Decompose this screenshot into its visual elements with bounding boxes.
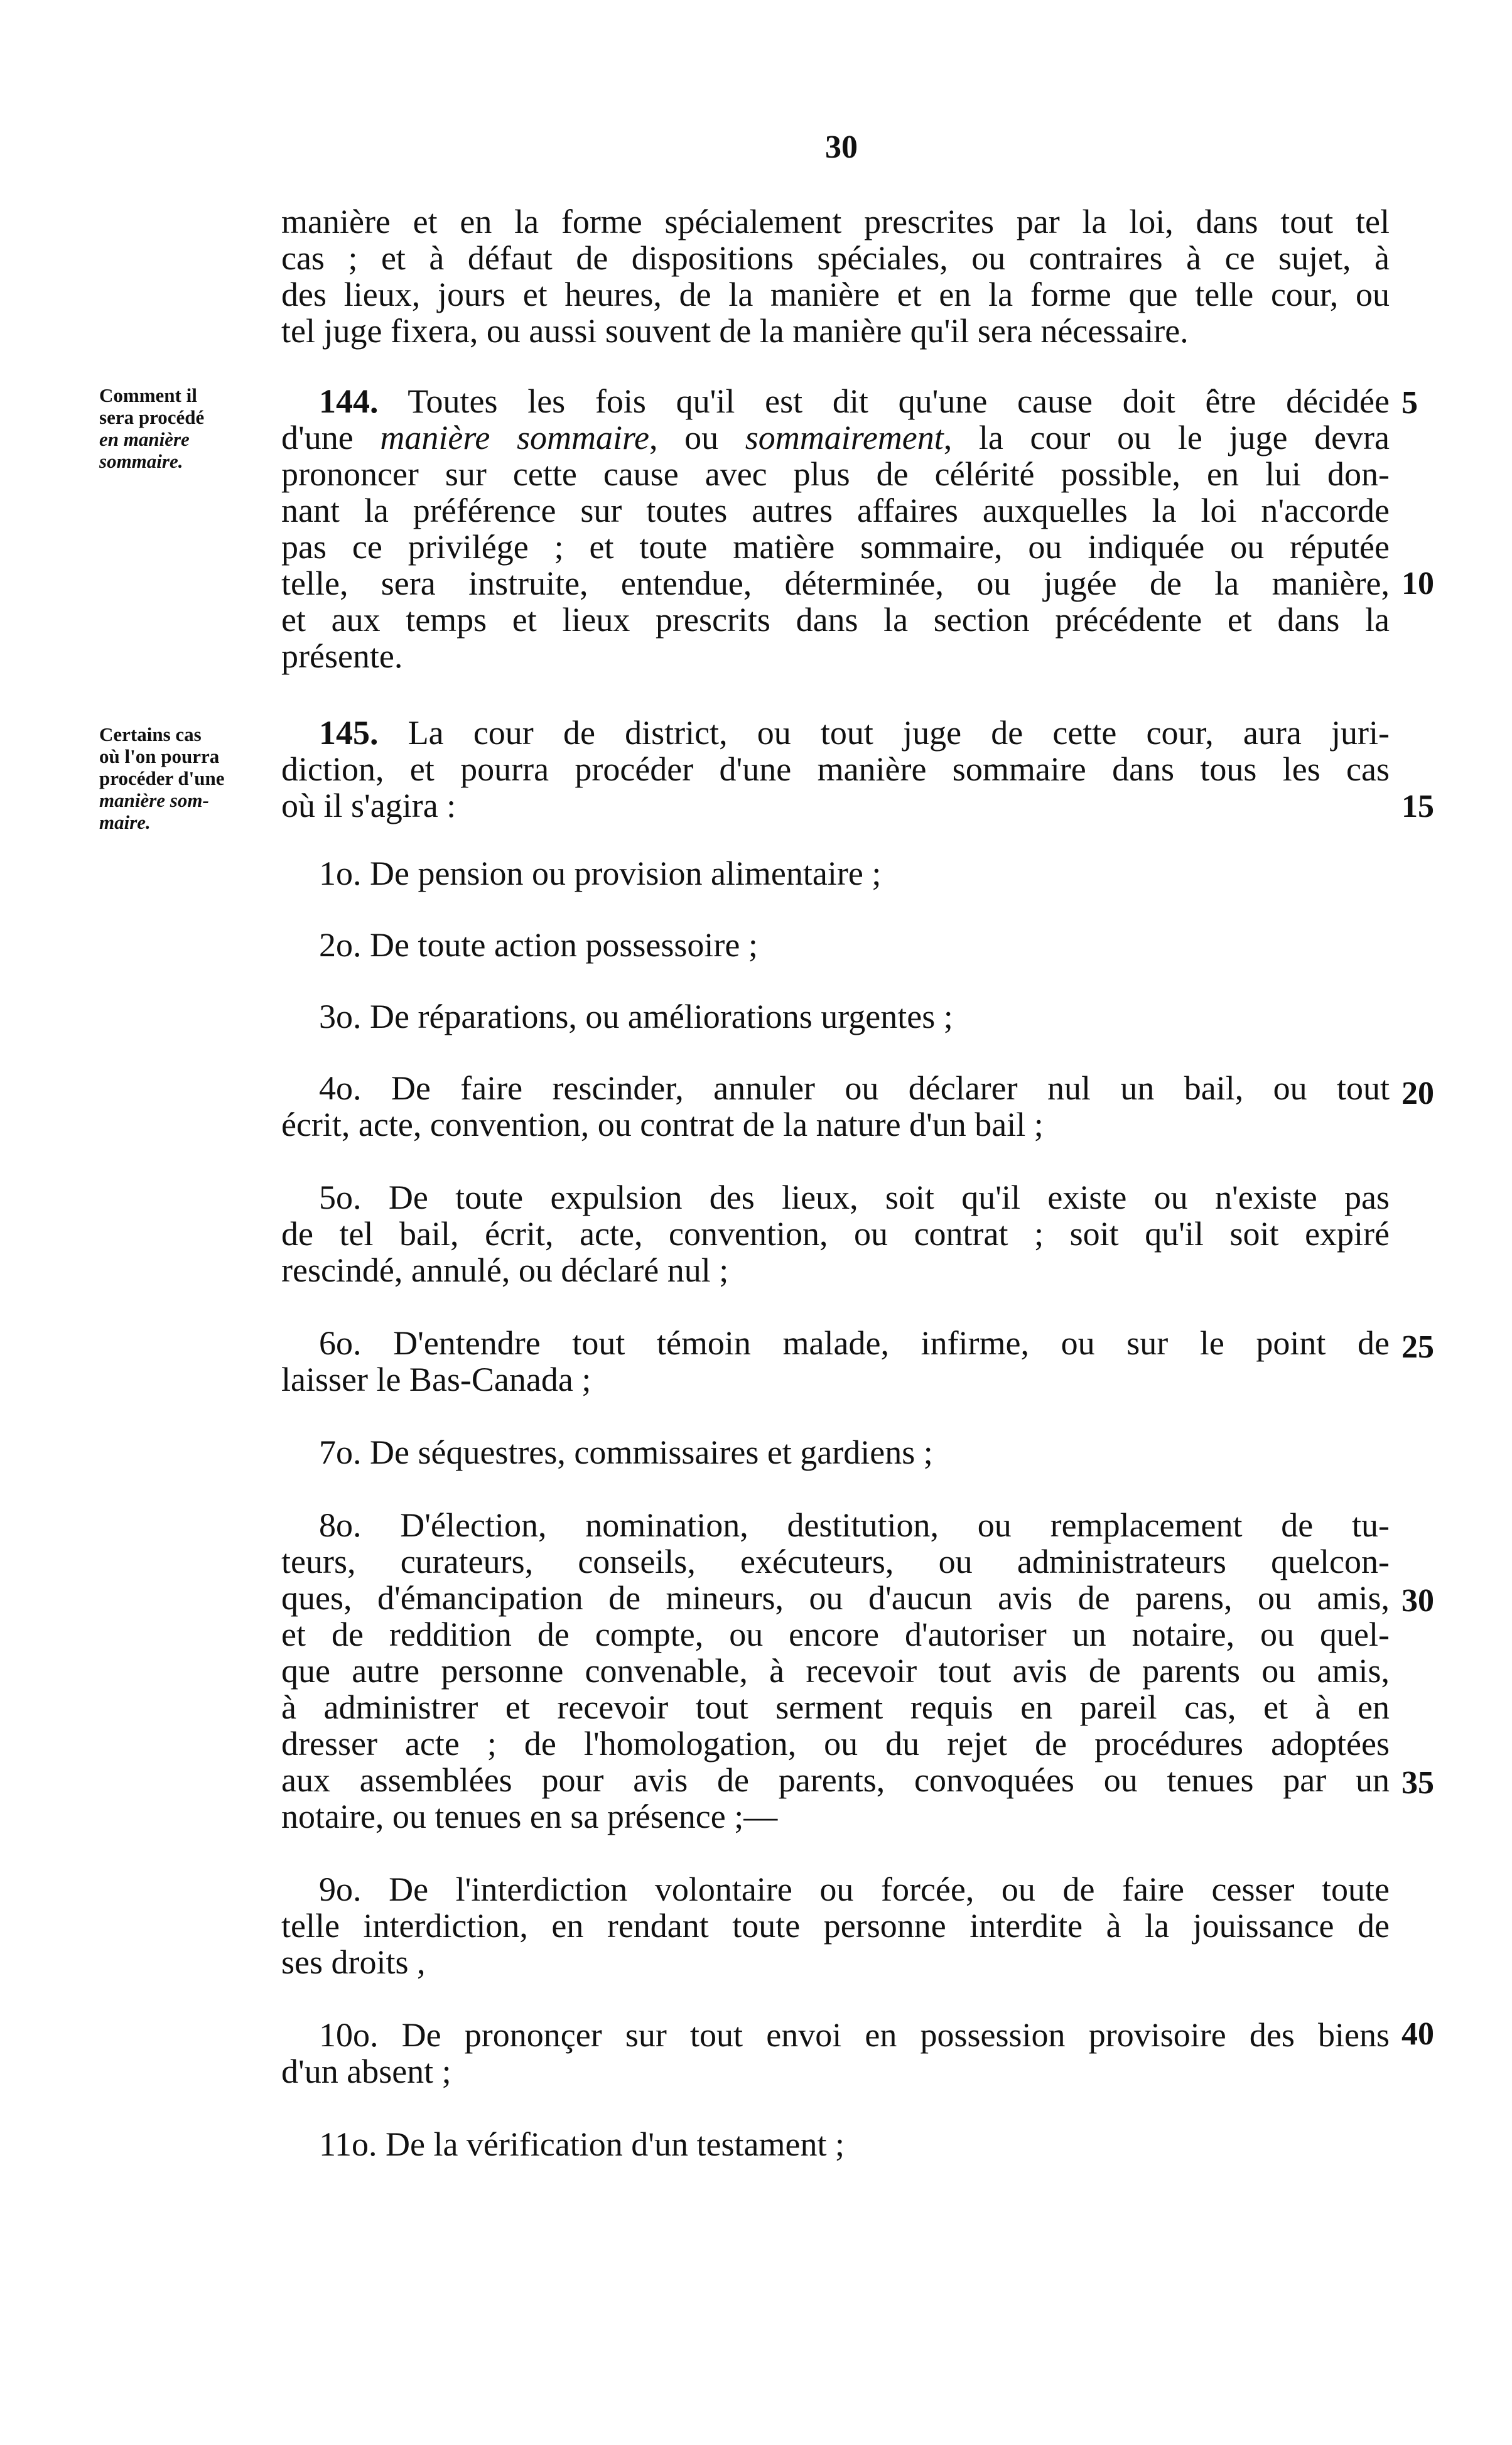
- text-line: dresser acte ; de l'homologation, ou du rejet de procédures adoptées: [281, 1725, 1390, 1762]
- margin-note-line: sera procédé: [99, 406, 205, 428]
- margin-note-line: sommaire.: [99, 450, 183, 472]
- text-line: d'un absent ;: [281, 2053, 451, 2090]
- line-number: 5: [1401, 385, 1418, 421]
- item-4: 4o. De faire rescinder, annuler ou déclarer nul un bail, ou tout: [319, 1069, 1390, 1107]
- text-line: et aux temps et lieux prescrits dans la section précédente et dans la: [281, 601, 1390, 639]
- text-line: cas ; et à défaut de dispositions spéciales, ou contraires à ce sujet, à: [281, 239, 1390, 277]
- line-number: 10: [1401, 566, 1434, 602]
- section-number: 145.: [319, 714, 379, 752]
- italic-term: manière sommaire: [380, 419, 649, 456]
- text-span: Toutes les fois qu'il est dit qu'une cause doit être décidée: [408, 382, 1390, 420]
- text-line: de tel bail, écrit, acte, convention, ou contrat ; soit qu'il soit expiré: [281, 1215, 1390, 1253]
- text-line: ses droits ,: [281, 1943, 426, 1981]
- margin-note-144: [99, 384, 278, 472]
- text-line: rescindé, annulé, ou déclaré nul ;: [281, 1251, 729, 1289]
- item-11: 11o. De la vérification d'un testament ;: [319, 2125, 845, 2163]
- text-line: et de reddition de compte, ou encore d'autoriser un notaire, ou quel-: [281, 1616, 1390, 1653]
- text-line: des lieux, jours et heures, de la manière et en la forme que telle cour, ou: [281, 276, 1390, 313]
- item-6: 6o. D'entendre tout témoin malade, infirme, ou sur le point de: [319, 1324, 1390, 1362]
- section-number: 144.: [319, 382, 379, 420]
- section-144-second-line: [281, 418, 1390, 457]
- item-9: 9o. De l'interdiction volontaire ou forcée, ou de faire cesser toute: [319, 1870, 1390, 1908]
- italic-term: sommairement: [745, 419, 944, 456]
- item-7: 7o. De séquestres, commissaires et gardiens ;: [319, 1433, 933, 1471]
- margin-note-line: Comment il: [99, 384, 197, 406]
- text-line: aux assemblées pour avis de parents, convoquées ou tenues par un: [281, 1761, 1390, 1799]
- item-3: 3o. De réparations, ou améliorations urgentes ;: [319, 998, 953, 1035]
- item-1: 1o. De pension ou provision alimentaire ;: [319, 855, 882, 892]
- section-144-first-line: [319, 382, 1390, 421]
- text-line: telle, sera instruite, entendue, déterminée, ou jugée de la manière,: [281, 564, 1390, 602]
- item-10: 10o. De prononçer sur tout envoi en possession provisoire des biens: [319, 2016, 1390, 2054]
- text-line: laisser le Bas-Canada ;: [281, 1361, 591, 1398]
- margin-note-145: [99, 723, 278, 833]
- line-number: 20: [1401, 1076, 1434, 1111]
- margin-note-line: procéder d'une: [99, 767, 225, 789]
- margin-note-line: où l'on pourra: [99, 745, 220, 767]
- margin-note-line: Certains cas: [99, 723, 202, 745]
- item-5: 5o. De toute expulsion des lieux, soit qu'il existe ou n'existe pas: [319, 1179, 1390, 1216]
- text-line: nant la préférence sur toutes autres affaires auxquelles la loi n'accorde: [281, 492, 1390, 529]
- text-line: notaire, ou tenues en sa présence ;—: [281, 1798, 778, 1835]
- text-line: tel juge fixera, ou aussi souvent de la manière qu'il sera nécessaire.: [281, 312, 1189, 350]
- text-span: , ou: [649, 419, 745, 456]
- text-line: manière et en la forme spécialement prescrites par la loi, dans tout tel: [281, 203, 1390, 240]
- line-number: 15: [1401, 789, 1434, 824]
- text-line: à administrer et recevoir tout serment requis en pareil cas, et à en: [281, 1688, 1390, 1726]
- text-line: écrit, acte, convention, ou contrat de la nature d'un bail ;: [281, 1106, 1044, 1143]
- text-line: présente.: [281, 637, 403, 675]
- text-line: teurs, curateurs, conseils, exécuteurs, ou administrateurs quelcon-: [281, 1543, 1390, 1580]
- section-145-first-line: [319, 713, 1390, 752]
- page-number: 30: [825, 129, 858, 165]
- text-line: prononcer sur cette cause avec plus de célérité possible, en lui don-: [281, 455, 1390, 493]
- text-line: telle interdiction, en rendant toute personne interdite à la jouissance de: [281, 1907, 1390, 1945]
- line-number: 40: [1401, 2016, 1434, 2052]
- text-line: ques, d'émancipation de mineurs, ou d'aucun avis de parens, ou amis,: [281, 1579, 1390, 1617]
- text-line: diction, et pourra procéder d'une manière sommaire dans tous les cas: [281, 750, 1390, 788]
- margin-note-line: manière som-: [99, 789, 209, 811]
- text-line: pas ce privilége ; et toute matière sommaire, ou indiquée ou réputée: [281, 528, 1390, 566]
- text-span: La cour de district, ou tout juge de cette cour, aura juri-: [408, 714, 1390, 752]
- item-2: 2o. De toute action possessoire ;: [319, 926, 758, 964]
- text-line: où il s'agira :: [281, 787, 456, 824]
- line-number: 25: [1401, 1329, 1434, 1365]
- text-span: d'une: [281, 419, 381, 456]
- line-number: 35: [1401, 1765, 1434, 1801]
- text-span: , la cour ou le juge devra: [943, 419, 1390, 456]
- item-8: 8o. D'élection, nomination, destitution, ou remplacement de tu-: [319, 1506, 1390, 1544]
- margin-note-line: en manière: [99, 428, 190, 450]
- text-line: que autre personne convenable, à recevoir tout avis de parents ou amis,: [281, 1652, 1390, 1690]
- margin-note-line: maire.: [99, 811, 151, 833]
- line-number: 30: [1401, 1583, 1434, 1619]
